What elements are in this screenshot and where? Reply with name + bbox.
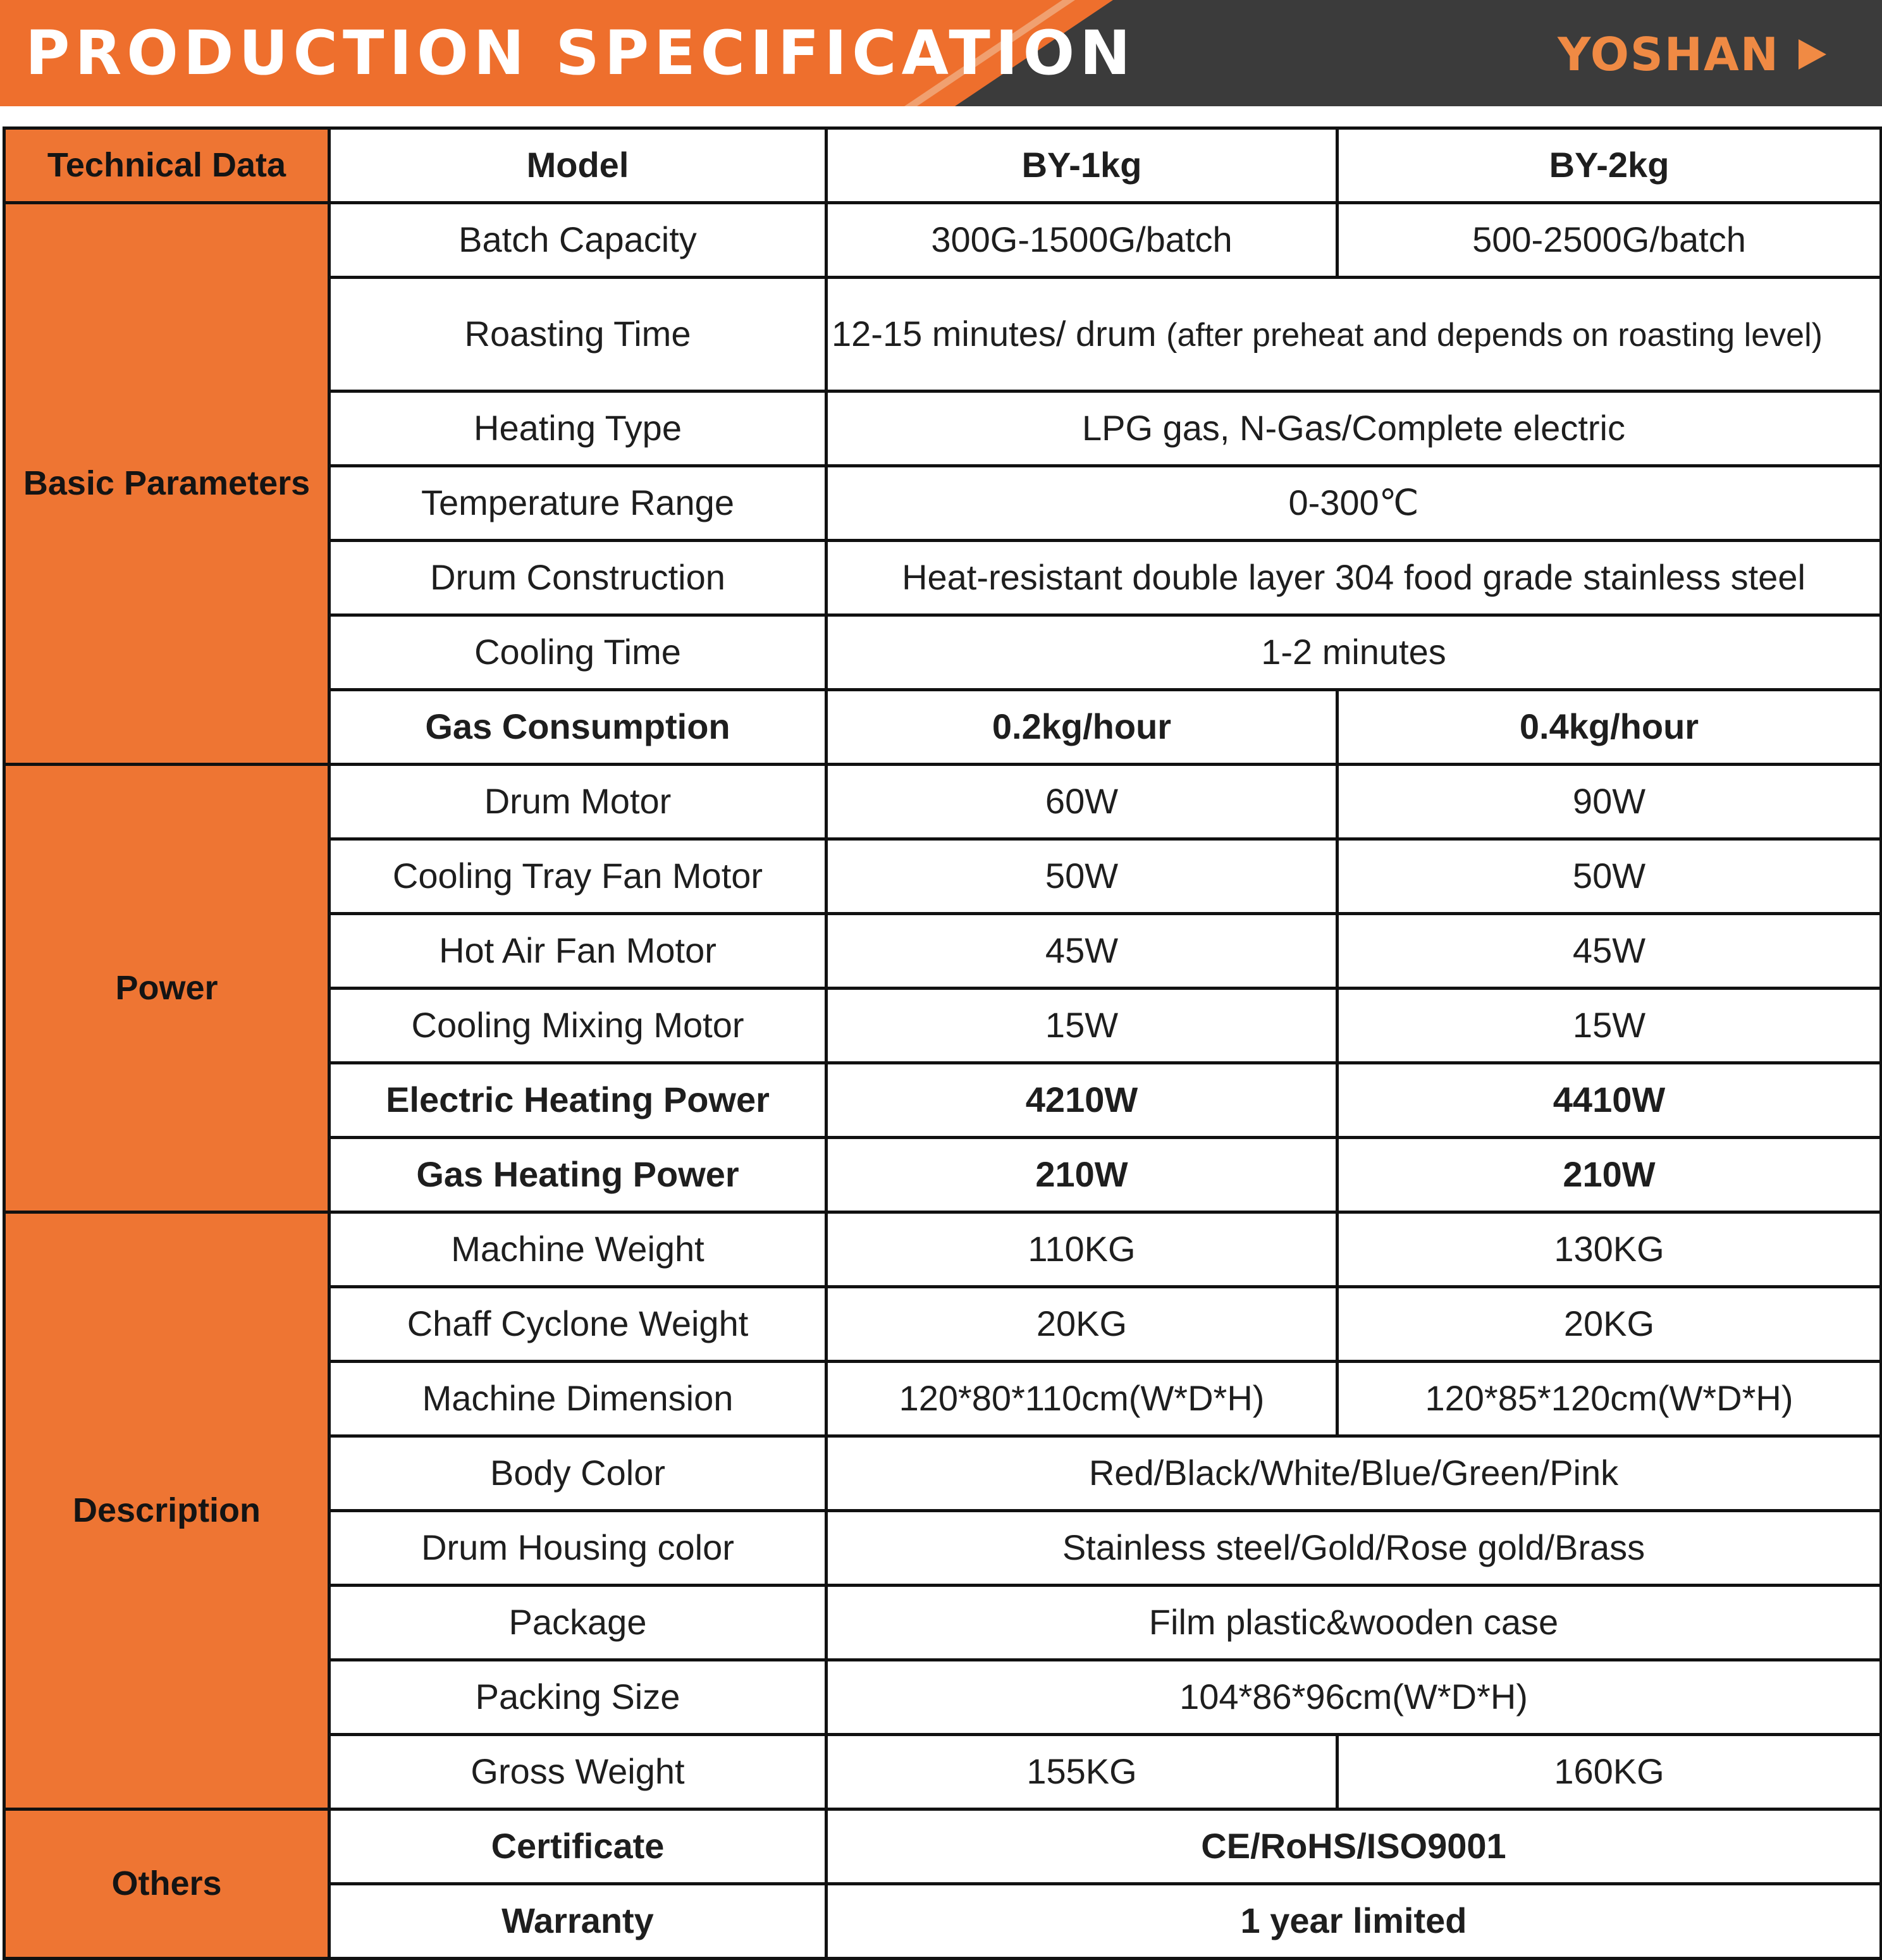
category-others: Others [4, 1809, 329, 1959]
row-label: Body Color [329, 1436, 827, 1511]
cell-value: Stainless steel/Gold/Rose gold/Brass [827, 1511, 1881, 1586]
cell-value: 0.4kg/hour [1338, 690, 1881, 765]
cell-value: 50W [827, 839, 1338, 914]
row-label: Certificate [329, 1809, 827, 1884]
cell-note: (after preheat and depends on roasting level) [1166, 317, 1823, 354]
row-label: Drum Motor [329, 765, 827, 839]
cell-value: LPG gas, N-Gas/Complete electric [827, 391, 1881, 466]
category-description: Description [4, 1212, 329, 1809]
row-label: Package [329, 1586, 827, 1660]
cell-value: Heat-resistant double layer 304 food grade stainless steel [827, 541, 1881, 615]
cell-value: 45W [1338, 914, 1881, 989]
cell-value: 15W [827, 989, 1338, 1063]
row-label: Roasting Time [329, 278, 827, 391]
row-label: Chaff Cyclone Weight [329, 1287, 827, 1362]
table-header-row [4, 128, 1881, 203]
cell-value: 500-2500G/batch [1338, 203, 1881, 278]
row-label: Gross Weight [329, 1735, 827, 1809]
cell-value: 4210W [827, 1063, 1338, 1138]
technical-data-header: Technical Data [4, 128, 329, 203]
cell-value: 110KG [827, 1212, 1338, 1287]
arrow-right-icon [1799, 39, 1826, 70]
cell-value: 20KG [1338, 1287, 1881, 1362]
table-row [4, 203, 1881, 278]
row-label: Temperature Range [329, 466, 827, 541]
row-label: Machine Dimension [329, 1362, 827, 1436]
row-label: Heating Type [329, 391, 827, 466]
row-label: Drum Construction [329, 541, 827, 615]
model-col1-header: BY-1kg [827, 128, 1338, 203]
cell-value: 0.2kg/hour [827, 690, 1338, 765]
row-label: Gas Heating Power [329, 1138, 827, 1212]
roasting-time-value [827, 278, 1881, 391]
cell-value: 90W [1338, 765, 1881, 839]
cell-value: 210W [827, 1138, 1338, 1212]
cell-value: 45W [827, 914, 1338, 989]
cell-value: 4410W [1338, 1063, 1881, 1138]
header-banner [0, 0, 1882, 106]
row-label: Drum Housing color [329, 1511, 827, 1586]
cell-value: 1 year limited [827, 1884, 1881, 1959]
row-label: Cooling Time [329, 615, 827, 690]
row-label: Hot Air Fan Motor [329, 914, 827, 989]
cell-value: CE/RoHS/ISO9001 [827, 1809, 1881, 1884]
page-title: PRODUCTION SPECIFICATION [25, 18, 1136, 89]
cell-value: 300G-1500G/batch [827, 203, 1338, 278]
table-row [4, 765, 1881, 839]
cell-value: 104*86*96cm(W*D*H) [827, 1660, 1881, 1735]
cell-value: 120*80*110cm(W*D*H) [827, 1362, 1338, 1436]
cell-value: 15W [1338, 989, 1881, 1063]
row-label: Batch Capacity [329, 203, 827, 278]
model-col2-header: BY-2kg [1338, 128, 1881, 203]
cell-value: 12-15 minutes/ drum [832, 314, 1157, 354]
category-basic-parameters: Basic Parameters [4, 203, 329, 765]
cell-value: Red/Black/White/Blue/Green/Pink [827, 1436, 1881, 1511]
cell-value: 160KG [1338, 1735, 1881, 1809]
table-row [4, 1212, 1881, 1287]
row-label: Cooling Mixing Motor [329, 989, 827, 1063]
cell-value: 1-2 minutes [827, 615, 1881, 690]
brand-logo [1558, 23, 1826, 86]
row-label: Machine Weight [329, 1212, 827, 1287]
row-label: Gas Consumption [329, 690, 827, 765]
row-label: Packing Size [329, 1660, 827, 1735]
cell-value: 130KG [1338, 1212, 1881, 1287]
spec-table [3, 126, 1882, 1960]
row-label: Electric Heating Power [329, 1063, 827, 1138]
row-label: Cooling Tray Fan Motor [329, 839, 827, 914]
cell-value: 50W [1338, 839, 1881, 914]
brand-name: YOSHAN [1558, 28, 1780, 81]
category-power: Power [4, 765, 329, 1212]
cell-value: 210W [1338, 1138, 1881, 1212]
cell-value: 20KG [827, 1287, 1338, 1362]
model-header: Model [329, 128, 827, 203]
row-label: Warranty [329, 1884, 827, 1959]
cell-value: Film plastic&wooden case [827, 1586, 1881, 1660]
cell-value: 155KG [827, 1735, 1338, 1809]
cell-value: 0-300℃ [827, 466, 1881, 541]
cell-value: 60W [827, 765, 1338, 839]
table-row [4, 1809, 1881, 1884]
cell-value: 120*85*120cm(W*D*H) [1338, 1362, 1881, 1436]
